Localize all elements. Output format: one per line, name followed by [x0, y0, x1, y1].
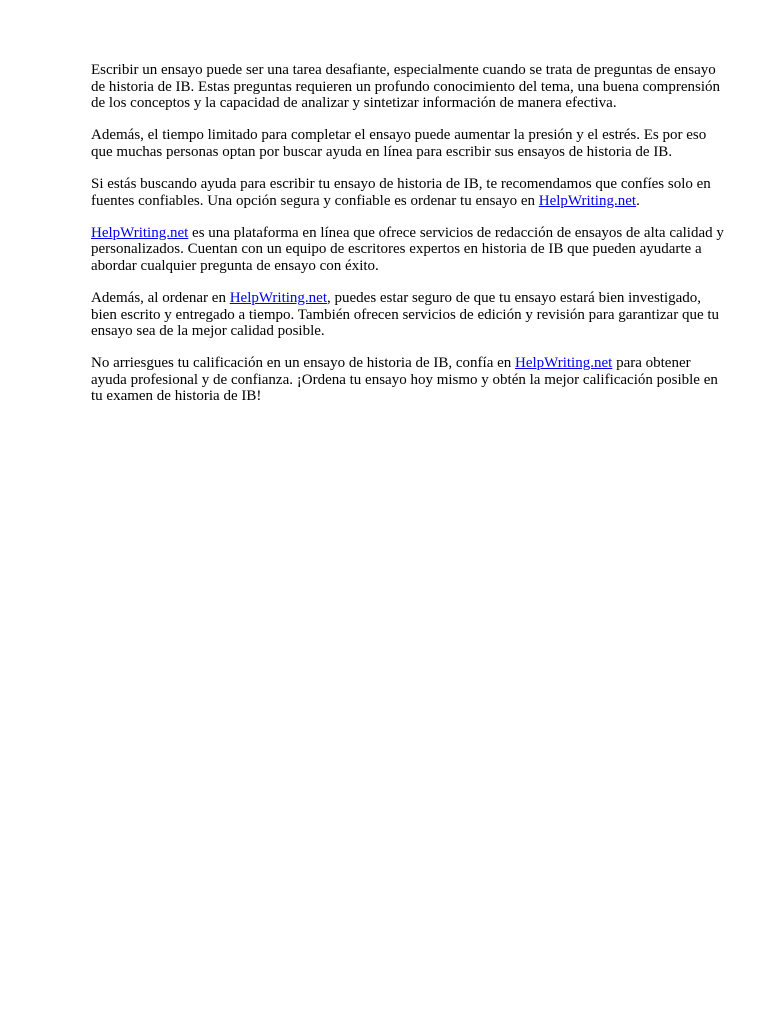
paragraph-call-to-action: [91, 355, 727, 405]
helpwriting-link[interactable]: HelpWriting.net: [515, 355, 613, 372]
paragraph-text: , puedes estar seguro de que tu ensayo estará bien investigado, bien escrito y entregado a tiempo. También ofrecen servicios de edición y revisión para garantizar que tu ensayo sea de la mejor calidad posible.: [91, 289, 720, 340]
paragraph-intro: Escribir un ensayo puede ser una tarea desafiante, especialmente cuando se trata de preguntas de ensayo de historia de IB. Estas preguntas requieren un profundo conocimiento del tema, una buena comprensión de los conceptos y la capacidad de analizar y sintetizar información de manera efectiva.: [91, 62, 720, 112]
paragraph-text: Si estás buscando ayuda para escribir tu ensayo de historia de IB, te recomendamos que confíes solo en fuentes confiables. Una opción segura y confiable es ordenar tu ensayo en: [91, 175, 711, 209]
paragraph-text: para obtener ayuda profesional y de confianza. ¡Ordena tu ensayo hoy mismo y obtén la mejor calificación posible en tu examen de historia de IB!: [91, 355, 718, 405]
paragraph-text: No arriesgues tu calificación en un ensayo de historia de IB, confía en: [91, 355, 516, 372]
paragraph-quality: [91, 290, 727, 340]
paragraph-reliable-sources: [91, 176, 727, 209]
paragraph-platform: [91, 225, 727, 275]
paragraph-time-pressure: Además, el tiempo limitado para completar el ensayo puede aumentar la presión y el estrés. Es por eso que muchas personas optan por buscar ayuda en línea para escribir sus ensayos de historia de IB.: [91, 127, 707, 160]
paragraph-text: Además, al ordenar en: [91, 289, 230, 306]
paragraph-text: es una plataforma en línea que ofrece servicios de redacción de ensayos de alta calidad y personalizados. Cuentan con un equipo de escritores expertos en historia de IB que pueden ayudarte a abordar cualquier pregunta de ensayo con éxito.: [91, 224, 724, 274]
helpwriting-link[interactable]: HelpWriting.net: [91, 224, 189, 241]
helpwriting-link[interactable]: HelpWriting.net: [229, 289, 327, 306]
helpwriting-link[interactable]: HelpWriting.net: [538, 192, 637, 209]
document-page: [91, 62, 727, 421]
paragraph-text: .: [636, 192, 640, 209]
